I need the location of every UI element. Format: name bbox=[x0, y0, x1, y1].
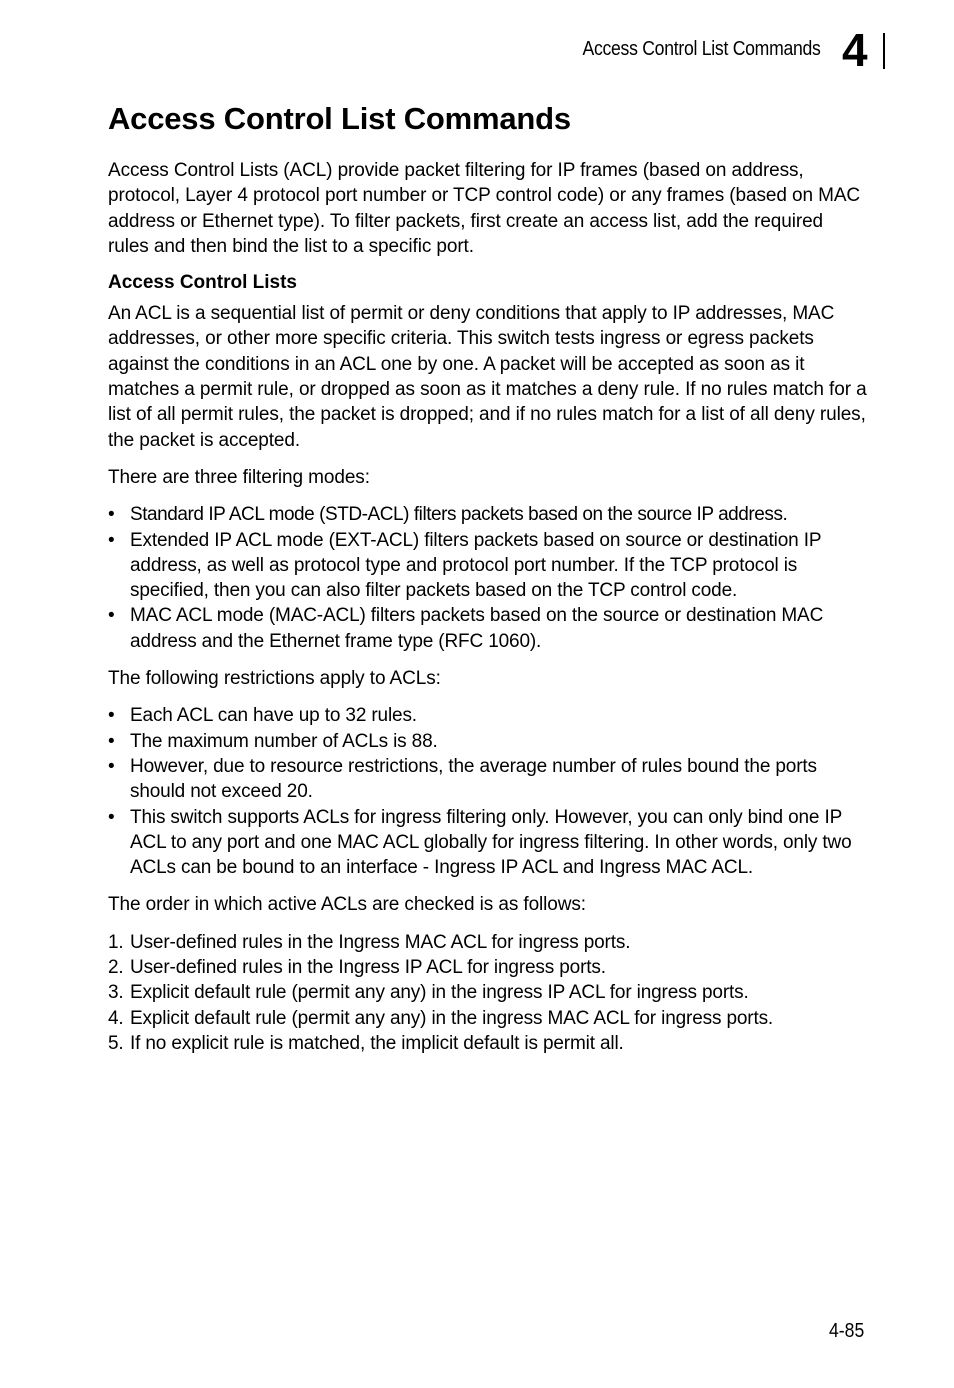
bullet: • bbox=[108, 529, 115, 551]
page-content bbox=[108, 100, 868, 1068]
list-item-text: Extended IP ACL mode (EXT-ACL) filters packets based on source or destination IP address, as well as protocol type and protocol port number. If the TCP protocol is specified, then you can also filter packets based on the TCP control code. bbox=[130, 529, 822, 602]
list-item-text: Explicit default rule (permit any any) in the ingress IP ACL for ingress ports. bbox=[130, 982, 749, 1004]
list-item bbox=[108, 603, 868, 654]
list-item bbox=[108, 805, 868, 881]
list-item bbox=[108, 528, 868, 604]
page-number: 4-85 bbox=[829, 1320, 865, 1342]
list-number: 2. bbox=[108, 957, 124, 979]
bullet: • bbox=[108, 705, 115, 727]
bullet: • bbox=[108, 730, 115, 752]
list-item-text: User-defined rules in the Ingress MAC ACL for ingress ports. bbox=[130, 931, 631, 953]
running-header-title: Access Control List Commands bbox=[582, 38, 821, 60]
list-item-text: Each ACL can have up to 32 rules. bbox=[130, 705, 417, 727]
bullet: • bbox=[108, 605, 115, 627]
order-list bbox=[108, 930, 868, 1056]
restrictions-intro: The following restrictions apply to ACLs: bbox=[108, 668, 441, 690]
order-intro: The order in which active ACLs are checked is as follows: bbox=[108, 894, 586, 916]
list-item-text: The maximum number of ACLs is 88. bbox=[130, 730, 438, 752]
list-item-text: Standard IP ACL mode (STD-ACL) filters packets based on the source IP address. bbox=[130, 504, 788, 526]
list-item-text: MAC ACL mode (MAC-ACL) filters packets based on the source or destination MAC address and the Ethernet frame type (RFC 1060). bbox=[130, 605, 824, 652]
bullet: • bbox=[108, 806, 115, 828]
section-paragraph: An ACL is a sequential list of permit or deny conditions that apply to IP addresses, MAC addresses, or other more specific criteria. This switch tests ingress or egress packets against the conditions in an ACL one by one. A packet will be accepted as soon as it matches a permit rule, or dropped as soon as it matches a deny rule. If no rules match for a list of all permit rules, the packet is dropped; and if no rules match for a list of all deny rules, the packet is accepted. bbox=[108, 303, 867, 451]
restrictions-list bbox=[108, 703, 868, 880]
list-item bbox=[108, 703, 868, 728]
list-number: 3. bbox=[108, 982, 124, 1004]
list-item bbox=[108, 729, 868, 754]
list-number: 1. bbox=[108, 931, 124, 953]
list-item bbox=[108, 754, 868, 805]
list-item-text: User-defined rules in the Ingress IP ACL for ingress ports. bbox=[130, 957, 606, 979]
chapter-number: 4 bbox=[842, 24, 868, 76]
list-item-text: If no explicit rule is matched, the implicit default is permit all. bbox=[130, 1032, 624, 1054]
list-item-text: However, due to resource restrictions, the average number of rules bound the ports should not exceed 20. bbox=[130, 755, 817, 803]
intro-paragraph: Access Control Lists (ACL) provide packet filtering for IP frames (based on address, protocol, Layer 4 protocol port number or TCP control code) or any frames (based on MAC address or Ethernet type). To filter packets, first create an access list, add the required rules and then bind the list to a specific port. bbox=[108, 160, 861, 257]
modes-list bbox=[108, 502, 868, 654]
list-item-text: This switch supports ACLs for ingress filtering only. However, you can only bind one IP ACL to any port and one MAC ACL globally for ingress filtering. In other words, only two ACLs can be bound to an interface - Ingress IP ACL and Ingress MAC ACL. bbox=[130, 806, 852, 879]
list-item-text: Explicit default rule (permit any any) in the ingress MAC ACL for ingress ports. bbox=[130, 1007, 774, 1029]
bullet: • bbox=[108, 755, 115, 777]
bullet: • bbox=[108, 504, 115, 526]
list-number: 4. bbox=[108, 1007, 124, 1029]
list-item bbox=[108, 955, 868, 980]
section-heading: Access Control Lists bbox=[108, 272, 297, 294]
list-item bbox=[108, 980, 868, 1005]
list-item bbox=[108, 1031, 868, 1056]
chapter-tab bbox=[842, 24, 885, 76]
modes-intro: There are three filtering modes: bbox=[108, 466, 370, 488]
list-item bbox=[108, 1006, 868, 1031]
list-item bbox=[108, 930, 868, 955]
list-number: 5. bbox=[108, 1032, 124, 1054]
list-item bbox=[108, 502, 868, 527]
page-title: Access Control List Commands bbox=[108, 101, 571, 136]
